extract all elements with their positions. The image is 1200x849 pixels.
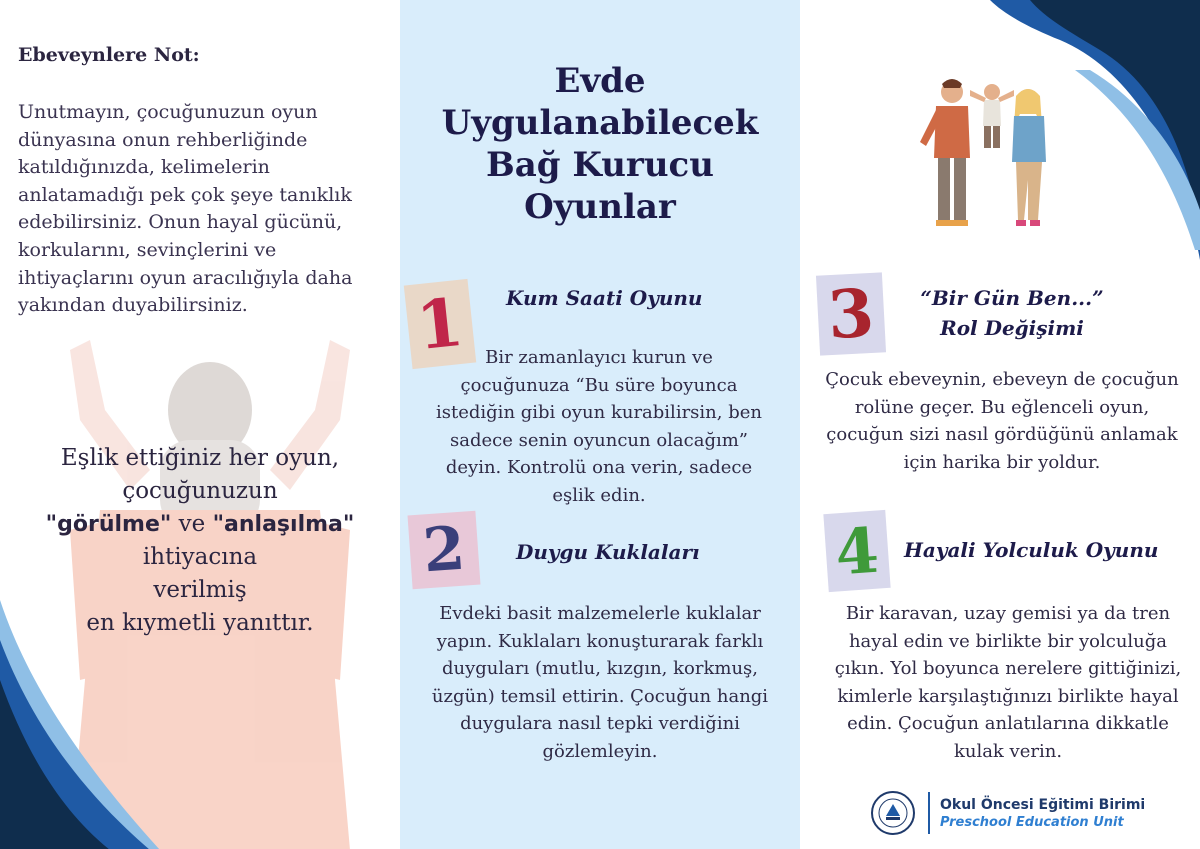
quote-line: en kıymetli yanıttır. bbox=[86, 610, 314, 636]
quote-line: çocuğunuzun bbox=[122, 478, 278, 504]
title-line: Oyunlar bbox=[524, 187, 676, 227]
title-line: Bağ Kurucu bbox=[486, 145, 714, 185]
number-label: 1 bbox=[413, 282, 467, 366]
title-line: Uygulanabilecek bbox=[441, 103, 759, 143]
unit-logo bbox=[870, 790, 1145, 836]
quote-conjunction: ve bbox=[171, 511, 213, 537]
middle-panel bbox=[400, 0, 800, 849]
university-seal-logo bbox=[870, 790, 916, 836]
game-description: Bir karavan, uzay gemisi ya da tren hayal edin ve birlikte bir yolculuğa çıkın. Yol boyunca nerelere gittiğinizi, kimlerle karşılaştığınızı birlikte hayal edin. Çocuğun anlatılarına dikkatle kulak verin. bbox=[834, 603, 1182, 762]
number-label: 3 bbox=[826, 273, 876, 355]
note-body: Unutmayın, çocuğunuzun oyun dünyasına onun rehberliğinde katıldığınızda, kelimelerin anlatamadığı pek çok şeye tanıklık edebilirsiniz. Onun hayal gücünü, korkularını, sevinçlerini ve ihtiyaçlarını oyun aracılığıyla daha yakından duyabilirsiniz. bbox=[18, 101, 353, 317]
unit-name-english: Preschool Education Unit bbox=[940, 814, 1124, 830]
game-description: Çocuk ebeveynin, ebeveyn de çocuğun rolüne geçer. Bu eğlenceli oyun, çocuğun sizi nasıl gördüğünü anlamak için harika bir yoldur. bbox=[825, 369, 1179, 473]
logo-divider bbox=[928, 792, 930, 834]
game-description: Evdeki basit malzemelerle kuklalar yapın. Kuklaları konuşturarak farklı duyguları (mutlu, kızgın, korkmuş, üzgün) temsil ettirin. Çocuğun hangi duygulara nasıl tepki verdiğini gözlemleyin. bbox=[431, 603, 769, 762]
number-card bbox=[408, 511, 481, 590]
quote-emphasis: "anlaşılma" bbox=[212, 512, 355, 537]
game-title: Kum Saati Oyunu bbox=[506, 286, 703, 310]
right-panel bbox=[800, 0, 1200, 849]
quote-emphasis-line bbox=[30, 508, 370, 541]
unit-name: Okul Öncesi Eğitimi Birimi bbox=[940, 796, 1146, 813]
number-label: 4 bbox=[832, 513, 882, 589]
title-line: Evde bbox=[554, 61, 646, 101]
game-title: Duygu Kuklaları bbox=[516, 540, 700, 564]
number-card bbox=[816, 272, 886, 355]
note-heading: Ebeveynlere Not: bbox=[18, 44, 200, 66]
number-label: 2 bbox=[420, 513, 468, 587]
number-card bbox=[823, 510, 890, 592]
left-panel bbox=[0, 0, 400, 849]
game-title: Hayali Yolculuk Oyunu bbox=[904, 538, 1159, 562]
unit-text bbox=[940, 797, 1145, 830]
quote-line: verilmiş bbox=[153, 577, 247, 603]
main-title bbox=[400, 60, 800, 228]
quote-emphasis: "görülme" bbox=[45, 512, 172, 537]
game-title: “Bir Gün Ben...” bbox=[920, 286, 1104, 310]
family-illustration bbox=[900, 70, 1070, 240]
quote-line: ihtiyacına bbox=[142, 544, 258, 570]
game-description: Bir zamanlayıcı kurun ve çocuğunuza “Bu süre boyunca istediğin gibi oyun kurabilirsin, ben sadece senin oyuncun olacağım” deyin. Kontrolü ona verin, sadece eşlik edin. bbox=[436, 347, 762, 506]
game-title: Rol Değişimi bbox=[940, 316, 1084, 340]
quote-line: Eşlik ettiğiniz her oyun, bbox=[60, 445, 340, 471]
left-wave-decoration bbox=[0, 600, 160, 849]
